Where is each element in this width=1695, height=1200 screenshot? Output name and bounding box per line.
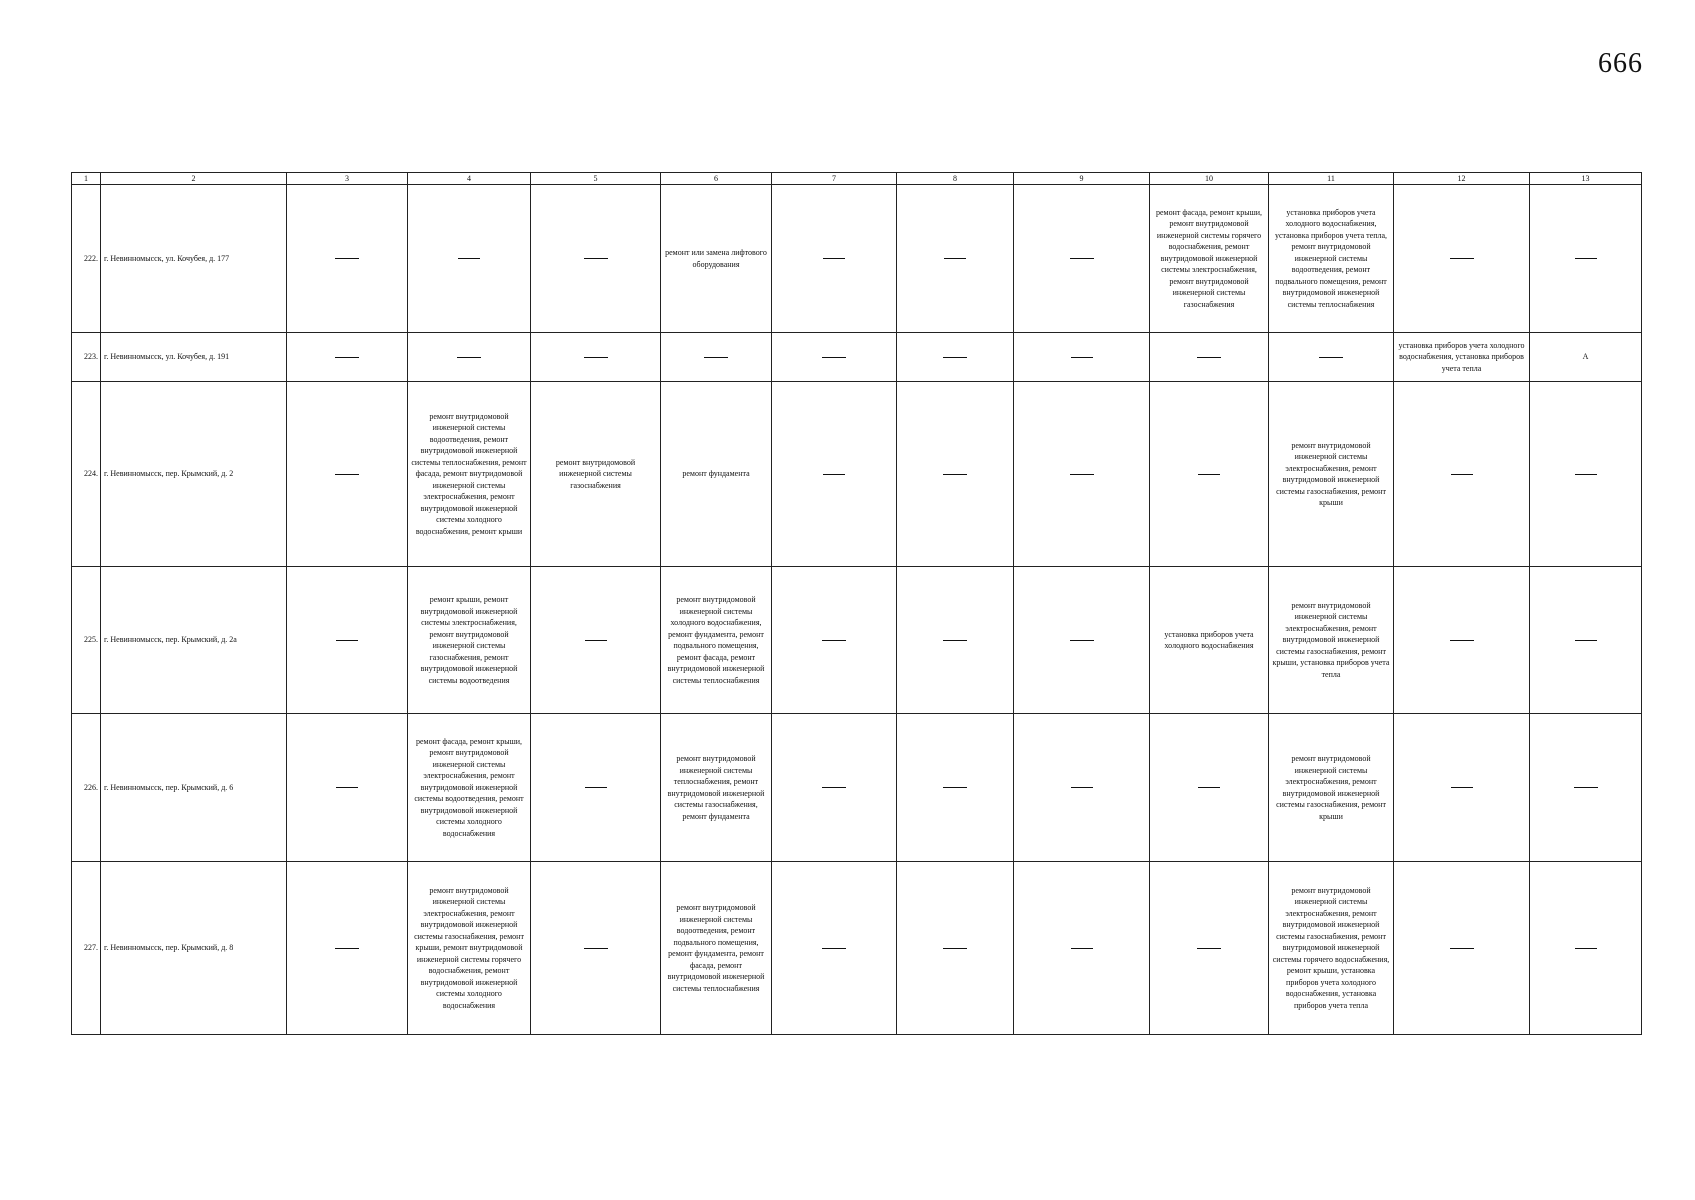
dash-mark	[1198, 474, 1220, 475]
row-number: 223.	[72, 333, 101, 382]
row-address: г. Невинномысск, ул. Кочубея, д. 177	[101, 185, 287, 333]
dash-mark	[1575, 474, 1597, 475]
table-cell	[287, 862, 408, 1035]
dash-mark	[822, 948, 846, 949]
table-cell	[408, 333, 531, 382]
table-cell	[1530, 382, 1642, 567]
dash-mark	[584, 357, 608, 358]
dash-mark	[1198, 787, 1220, 788]
table-row	[72, 185, 1642, 333]
table-cell	[1014, 185, 1150, 333]
dash-mark	[1575, 640, 1597, 641]
table-cell	[1530, 185, 1642, 333]
table-cell	[531, 714, 661, 862]
column-number: 10	[1150, 173, 1269, 185]
table-cell	[772, 862, 897, 1035]
table-cell: А	[1530, 333, 1642, 382]
dash-mark	[823, 474, 845, 475]
column-number: 11	[1269, 173, 1394, 185]
table-cell: установка приборов учета холодного водоснабжения, установка приборов учета тепла	[1394, 333, 1530, 382]
column-number: 7	[772, 173, 897, 185]
table-cell	[897, 185, 1014, 333]
table-cell	[897, 567, 1014, 714]
table-cell	[772, 185, 897, 333]
table-cell	[408, 185, 531, 333]
table-cell	[531, 333, 661, 382]
dash-mark	[943, 787, 967, 788]
dash-mark	[704, 357, 728, 358]
dash-mark	[1574, 787, 1598, 788]
table-cell	[531, 185, 661, 333]
column-number: 6	[661, 173, 772, 185]
row-address: г. Невинномысск, ул. Кочубея, д. 191	[101, 333, 287, 382]
dash-mark	[944, 258, 966, 259]
table-cell: ремонт фасада, ремонт крыши, ремонт внутридомовой инженерной системы электроснабжения, ремонт внутридомовой инженерной системы водоотведения, ремонт внутридомовой инженерной системы холодного водоснабжения	[408, 714, 531, 862]
table-cell: ремонт или замена лифтового оборудования	[661, 185, 772, 333]
column-number: 1	[72, 173, 101, 185]
column-number: 5	[531, 173, 661, 185]
dash-mark	[1071, 787, 1093, 788]
dash-mark	[584, 948, 608, 949]
table-cell: ремонт фундамента	[661, 382, 772, 567]
dash-mark	[336, 787, 358, 788]
table-cell	[897, 862, 1014, 1035]
column-number: 3	[287, 173, 408, 185]
table-cell	[1394, 382, 1530, 567]
dash-mark	[1197, 357, 1221, 358]
table-cell	[287, 567, 408, 714]
row-address: г. Невинномысск, пер. Крымский, д. 6	[101, 714, 287, 862]
table-cell: установка приборов учета холодного водоснабжения, установка приборов учета тепла, ремонт внутридомовой инженерной системы водоотведения, ремонт подвального помещения, ремонт внутридомовой инженерной системы теплоснабжения	[1269, 185, 1394, 333]
table-cell	[772, 567, 897, 714]
dash-mark	[943, 474, 967, 475]
table-cell	[287, 333, 408, 382]
dash-mark	[1575, 948, 1597, 949]
column-number: 9	[1014, 173, 1150, 185]
table-cell	[897, 714, 1014, 862]
table-cell	[1150, 862, 1269, 1035]
dash-mark	[1450, 948, 1474, 949]
table-cell: ремонт внутридомовой инженерной системы водоотведения, ремонт внутридомовой инженерной системы теплоснабжения, ремонт фасада, ремонт внутридомовой инженерной системы электроснабжения, ремонт внутридомовой инженерной системы холодного водоснабжения, ремонт крыши	[408, 382, 531, 567]
dash-mark	[1451, 474, 1473, 475]
table-cell	[1014, 714, 1150, 862]
table-cell	[287, 714, 408, 862]
table-cell	[287, 382, 408, 567]
table-cell	[1394, 862, 1530, 1035]
row-number: 222.	[72, 185, 101, 333]
table-cell	[772, 714, 897, 862]
table-cell: ремонт фасада, ремонт крыши, ремонт внутридомовой инженерной системы горячего водоснабжения, ремонт внутридомовой инженерной системы электроснабжения, ремонт внутридомовой инженерной системы газоснабжения	[1150, 185, 1269, 333]
page-number: 666	[1598, 48, 1643, 79]
dash-mark	[458, 258, 480, 259]
table-cell: ремонт внутридомовой инженерной системы электроснабжения, ремонт внутридомовой инженерной системы газоснабжения, ремонт внутридомовой инженерной системы горячего водоснабжения, ремонт крыши, установка приборов учета холодного водоснабжения, установка приборов учета тепла	[1269, 862, 1394, 1035]
column-number: 2	[101, 173, 287, 185]
table-cell: ремонт внутридомовой инженерной системы электроснабжения, ремонт внутридомовой инженерной системы газоснабжения, ремонт крыши, ремонт внутридомовой инженерной системы горячего водоснабжения, ремонт внутридомовой инженерной системы холодного водоснабжения	[408, 862, 531, 1035]
table-cell	[1269, 333, 1394, 382]
dash-mark	[585, 640, 607, 641]
table-cell	[1150, 333, 1269, 382]
table-cell	[1394, 714, 1530, 862]
table-cell	[1394, 185, 1530, 333]
table-cell	[1530, 714, 1642, 862]
dash-mark	[584, 258, 608, 259]
table-cell	[1150, 382, 1269, 567]
dash-mark	[1575, 258, 1597, 259]
table-cell	[1530, 862, 1642, 1035]
table-row	[72, 567, 1642, 714]
dash-mark	[457, 357, 481, 358]
dash-mark	[1197, 948, 1221, 949]
table-cell: ремонт внутридомовой инженерной системы газоснабжения	[531, 382, 661, 567]
row-number: 224.	[72, 382, 101, 567]
table-cell	[1394, 567, 1530, 714]
column-number: 4	[408, 173, 531, 185]
dash-mark	[585, 787, 607, 788]
row-number: 225.	[72, 567, 101, 714]
table-cell	[661, 333, 772, 382]
table-cell: ремонт крыши, ремонт внутридомовой инженерной системы электроснабжения, ремонт внутридомовой инженерной системы газоснабжения, ремонт внутридомовой инженерной системы водоотведения	[408, 567, 531, 714]
dash-mark	[335, 357, 359, 358]
table-row	[72, 333, 1642, 382]
row-number: 226.	[72, 714, 101, 862]
table-cell	[1530, 567, 1642, 714]
table-cell	[1014, 382, 1150, 567]
table-cell: ремонт внутридомовой инженерной системы водоотведения, ремонт подвального помещения, ремонт фундамента, ремонт фасада, ремонт внутридомовой инженерной системы теплоснабжения	[661, 862, 772, 1035]
table-cell	[772, 333, 897, 382]
row-address: г. Невинномысск, пер. Крымский, д. 8	[101, 862, 287, 1035]
table-cell	[531, 862, 661, 1035]
row-address: г. Невинномысск, пер. Крымский, д. 2а	[101, 567, 287, 714]
dash-mark	[1070, 258, 1094, 259]
capital-repair-schedule-table	[71, 172, 1642, 1035]
dash-mark	[1450, 640, 1474, 641]
dash-mark	[1451, 787, 1473, 788]
dash-mark	[335, 948, 359, 949]
dash-mark	[943, 948, 967, 949]
column-number: 8	[897, 173, 1014, 185]
dash-mark	[335, 258, 359, 259]
table-cell: ремонт внутридомовой инженерной системы электроснабжения, ремонт внутридомовой инженерной системы газоснабжения, ремонт крыши, установка приборов учета тепла	[1269, 567, 1394, 714]
table-cell: ремонт внутридомовой инженерной системы электроснабжения, ремонт внутридомовой инженерной системы газоснабжения, ремонт крыши	[1269, 714, 1394, 862]
dash-mark	[1071, 357, 1093, 358]
table-row	[72, 382, 1642, 567]
column-number: 12	[1394, 173, 1530, 185]
dash-mark	[823, 258, 845, 259]
table-cell: установка приборов учета холодного водоснабжения	[1150, 567, 1269, 714]
dash-mark	[822, 357, 846, 358]
table-row	[72, 862, 1642, 1035]
dash-mark	[1071, 948, 1093, 949]
table-cell	[531, 567, 661, 714]
row-number: 227.	[72, 862, 101, 1035]
table-cell: ремонт внутридомовой инженерной системы электроснабжения, ремонт внутридомовой инженерной системы газоснабжения, ремонт крыши	[1269, 382, 1394, 567]
dash-mark	[1319, 357, 1343, 358]
dash-mark	[1070, 474, 1094, 475]
dash-mark	[1450, 258, 1474, 259]
dash-mark	[822, 640, 846, 641]
column-number: 13	[1530, 173, 1642, 185]
table-cell	[287, 185, 408, 333]
dash-mark	[336, 640, 358, 641]
column-number-row	[72, 173, 1642, 185]
dash-mark	[943, 640, 967, 641]
dash-mark	[943, 357, 967, 358]
dash-mark	[1070, 640, 1094, 641]
dash-mark	[335, 474, 359, 475]
dash-mark	[822, 787, 846, 788]
table-cell: ремонт внутридомовой инженерной системы холодного водоснабжения, ремонт фундамента, ремонт подвального помещения, ремонт фасада, ремонт внутридомовой инженерной системы теплоснабжения	[661, 567, 772, 714]
table-row	[72, 714, 1642, 862]
table-cell	[1014, 567, 1150, 714]
table-cell	[897, 333, 1014, 382]
table-cell	[897, 382, 1014, 567]
table-cell	[1014, 862, 1150, 1035]
row-address: г. Невинномысск, пер. Крымский, д. 2	[101, 382, 287, 567]
table-cell	[1014, 333, 1150, 382]
table-cell: ремонт внутридомовой инженерной системы теплоснабжения, ремонт внутридомовой инженерной системы газоснабжения, ремонт фундамента	[661, 714, 772, 862]
table-cell	[1150, 714, 1269, 862]
table-cell	[772, 382, 897, 567]
